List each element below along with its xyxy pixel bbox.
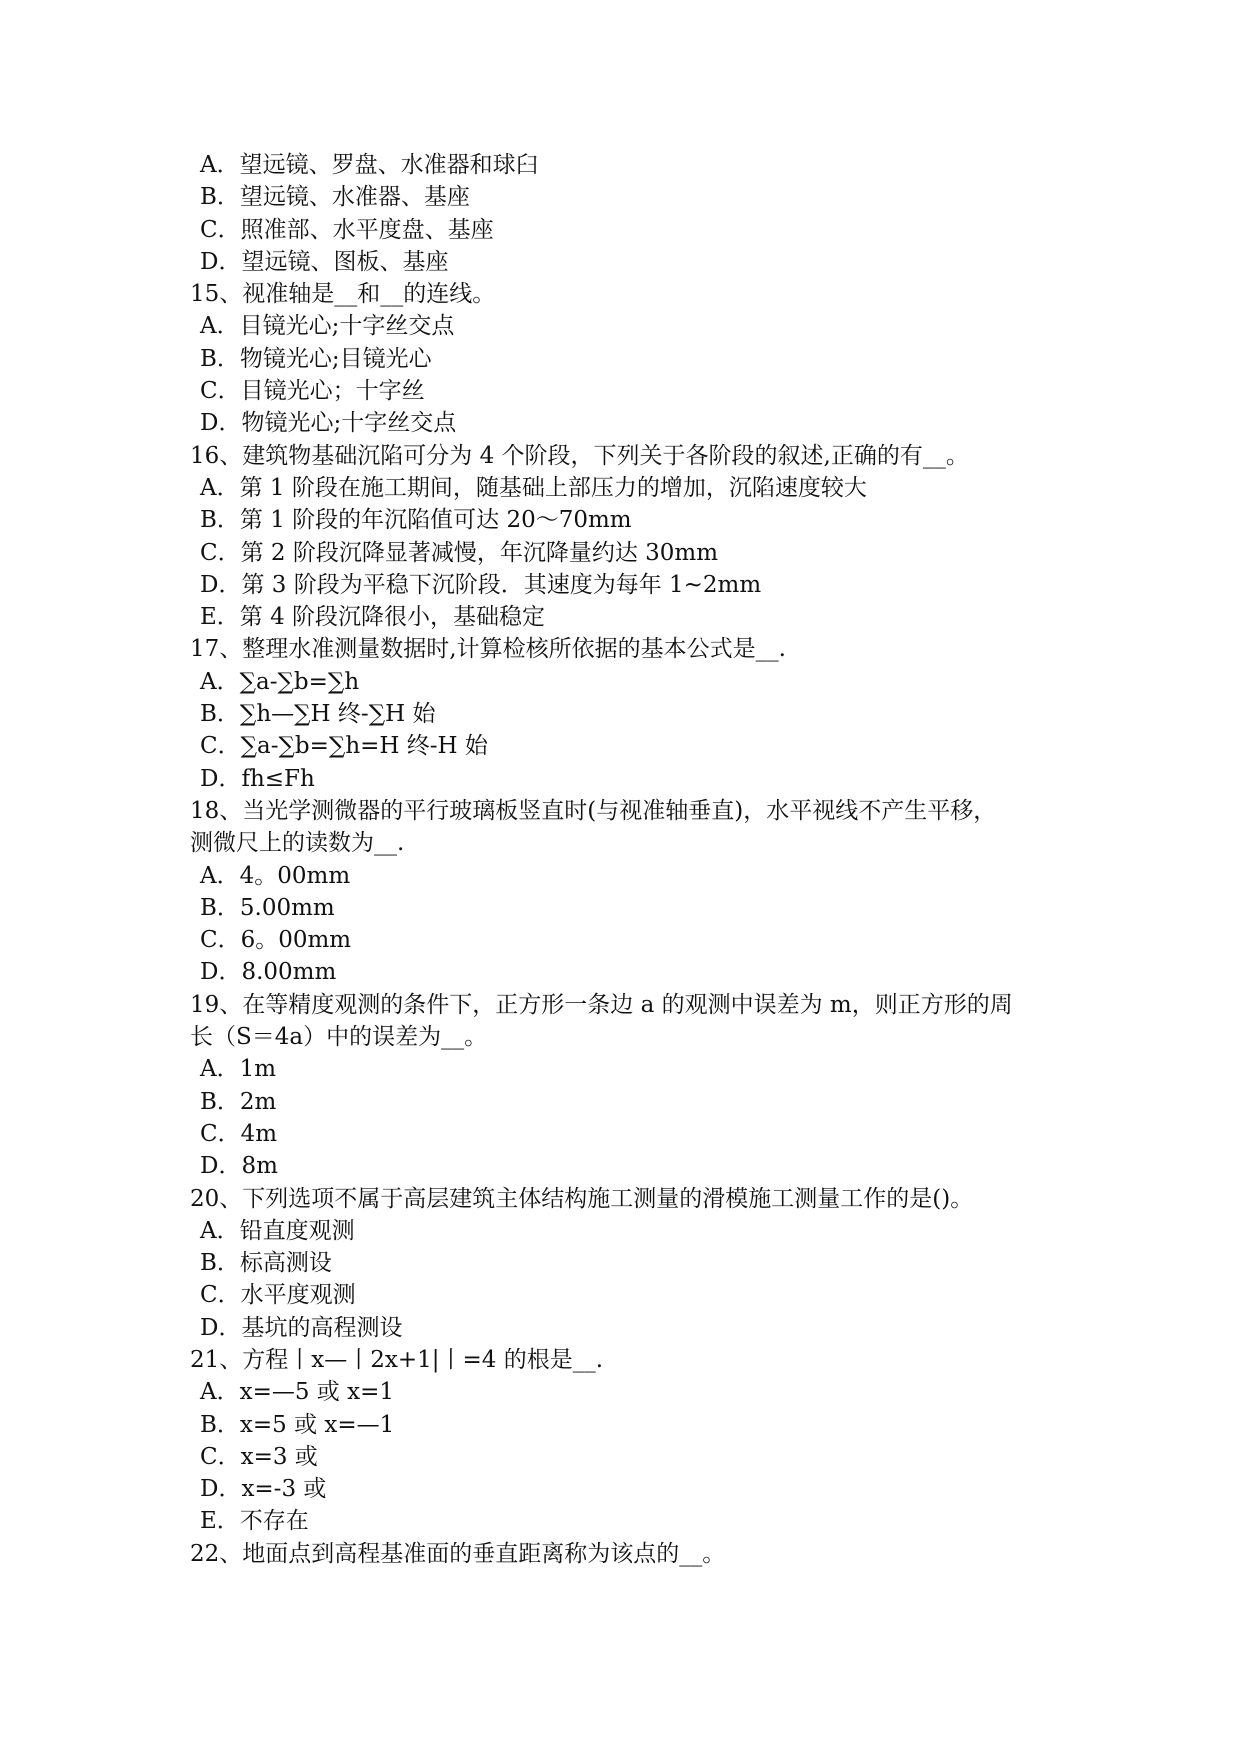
answer-option: A．x=—5 或 x=1: [200, 1379, 394, 1406]
answer-option: C．∑a-∑b=∑h=H 终-H 始: [200, 733, 488, 760]
answer-option: B．第 1 阶段的年沉陷值可达 20～70mm: [200, 507, 632, 534]
answer-option: A．第 1 阶段在施工期间，随基础上部压力的增加，沉陷速度较大: [200, 474, 867, 501]
answer-option: C．目镜光心；十字丝: [200, 378, 425, 405]
answer-option: C．水平度观测: [200, 1282, 356, 1309]
answer-option: B．5.00mm: [200, 894, 335, 921]
answer-option: D．望远镜、图板、基座: [200, 248, 449, 275]
question-text: 19、在等精度观测的条件下，正方形一条边 a 的观测中误差为 m，则正方形的周: [190, 991, 1013, 1018]
question-text: 21、方程丨x—丨2x+1|丨=4 的根是__.: [190, 1346, 604, 1373]
question-text: 15、视准轴是__和__的连线。: [190, 281, 496, 308]
answer-option: D．第 3 阶段为平稳下沉阶段．其速度为每年 1~2mm: [200, 571, 762, 598]
answer-option: A．1m: [200, 1056, 277, 1083]
answer-option: E．不存在: [200, 1508, 309, 1535]
question-text: 18、当光学测微器的平行玻璃板竖直时(与视准轴垂直)，水平视线不产生平移，: [190, 797, 997, 824]
answer-option: A．∑a-∑b=∑h: [200, 668, 360, 695]
answer-option: C．x=3 或: [200, 1443, 318, 1470]
answer-option: B．标高测设: [200, 1250, 332, 1277]
answer-option: C．4m: [200, 1120, 278, 1147]
answer-option: C．6。00mm: [200, 927, 352, 954]
question-text: 20、下列选项不属于高层建筑主体结构施工测量的滑模施工测量工作的是()。: [190, 1185, 974, 1212]
answer-option: A．4。00mm: [200, 862, 351, 889]
answer-option: A．铅直度观测: [200, 1217, 355, 1244]
answer-option: D．8m: [200, 1153, 278, 1180]
answer-option: B．∑h—∑H 终-∑H 始: [200, 701, 436, 728]
question-text: 22、地面点到高程基准面的垂直距离称为该点的__。: [190, 1540, 726, 1567]
answer-option: D．8.00mm: [200, 959, 337, 986]
answer-option: B．望远镜、水准器、基座: [200, 184, 470, 211]
answer-option: B．物镜光心;目镜光心: [200, 345, 432, 372]
question-text-continued: 测微尺上的读数为__.: [190, 830, 405, 857]
answer-option: B．2m: [200, 1088, 277, 1115]
answer-option: D．fh≤Fh: [200, 765, 315, 792]
answer-option: D．x=-3 或: [200, 1476, 327, 1503]
answer-option: D．物镜光心;十字丝交点: [200, 410, 457, 437]
answer-option: D．基坑的高程测设: [200, 1314, 403, 1341]
answer-option: A．目镜光心;十字丝交点: [200, 313, 455, 340]
answer-option: C．照准部、水平度盘、基座: [200, 216, 494, 243]
answer-option: B．x=5 或 x=—1: [200, 1411, 395, 1438]
question-text-continued: 长（S＝4a）中的误差为__。: [190, 1024, 488, 1051]
question-text: 16、建筑物基础沉陷可分为 4 个阶段，下列关于各阶段的叙述,正确的有__。: [190, 442, 969, 469]
answer-option: A．望远镜、罗盘、水准器和球臼: [200, 152, 539, 178]
question-list: [190, 149, 1121, 1570]
answer-option: C．第 2 阶段沉降显著减慢，年沉降量约达 30mm: [200, 539, 719, 566]
answer-option: E．第 4 阶段沉降很小，基础稳定: [200, 604, 546, 631]
question-text: 17、整理水准测量数据时,计算检核所依据的基本公式是__.: [190, 636, 786, 663]
